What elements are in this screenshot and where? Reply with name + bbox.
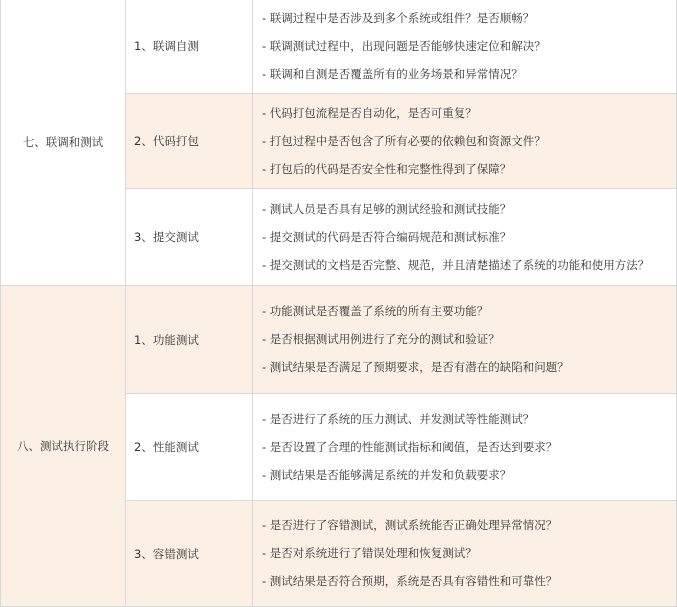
checklist-cell [253, 189, 677, 286]
checklist-item: - 打包后的代码是否安全性和完整性得到了保障？ [262, 161, 512, 176]
checklist-item: - 测试结果是否符合预期，系统是否具有容错性和可靠性？ [262, 574, 558, 588]
checklist-cell [253, 501, 677, 607]
checklist-item: - 提交测试的文档是否完整、规范，并且清楚描述了系统的功能和使用方法？ [262, 257, 650, 272]
category-cell [1, 0, 126, 286]
checklist-item: - 联调和自测是否覆盖所有的业务场景和异常情况？ [262, 66, 523, 81]
checklist-item: - 打包过程中是否包含了所有必要的依赖包和资源文件？ [262, 133, 546, 148]
checklist-item: - 是否设置了合理的性能测试指标和阈值，是否达到要求？ [262, 439, 558, 454]
checklist-item: - 联调过程中是否涉及到多个系统或组件？是否顺畅？ [262, 10, 535, 25]
subcategory-cell [126, 394, 253, 501]
checklist-cell [253, 394, 677, 501]
subcategory-cell [126, 0, 253, 94]
checklist-item: - 是否进行了容错测试，测试系统能否正确处理异常情况？ [262, 518, 558, 532]
table-row [1, 286, 677, 394]
subcategory-label: 1、功能测试 [134, 332, 199, 347]
checklist-item: - 测试结果是否能够满足系统的并发和负载要求？ [262, 467, 512, 482]
category-cell [1, 286, 126, 607]
table-row [1, 0, 677, 94]
subcategory-label: 3、提交测试 [134, 230, 199, 244]
subcategory-cell [126, 94, 253, 189]
checklist-cell [253, 94, 677, 189]
checklist-item: - 联调测试过程中，出现问题是否能够快速定位和解决？ [262, 38, 546, 53]
checklist-item: - 测试人员是否具有足够的测试经验和测试技能？ [262, 201, 512, 216]
category-label: 八、测试执行阶段 [17, 439, 109, 453]
checklist-item: - 代码打包流程是否自动化，是否可重复？ [262, 105, 477, 120]
subcategory-label: 2、代码打包 [134, 134, 199, 148]
checklist-item: - 是否对系统进行了错误处理和恢复测试？ [262, 546, 477, 560]
category-label: 七、联调和测试 [22, 135, 104, 149]
checklist-item: - 是否根据测试用例进行了充分的测试和验证？ [262, 332, 500, 346]
checklist-item: - 测试结果是否满足了预期要求，是否有潜在的缺陷和问题？ [262, 360, 569, 374]
subcategory-cell [126, 501, 253, 607]
subcategory-cell [126, 189, 253, 286]
checklist-item: - 功能测试是否覆盖了系统的所有主要功能？ [262, 304, 489, 318]
subcategory-label: 3、容错测试 [134, 546, 199, 561]
checklist-cell [253, 286, 677, 394]
subcategory-label: 2、性能测试 [134, 440, 199, 454]
checklist-item: - 提交测试的代码是否符合编码规范和测试标准？ [262, 229, 512, 244]
checklist-item: - 是否进行了系统的压力测试、并发测试等性能测试？ [262, 411, 535, 426]
subcategory-cell [126, 286, 253, 394]
checklist-cell [253, 0, 677, 94]
subcategory-label: 1、联调自测 [134, 39, 199, 53]
